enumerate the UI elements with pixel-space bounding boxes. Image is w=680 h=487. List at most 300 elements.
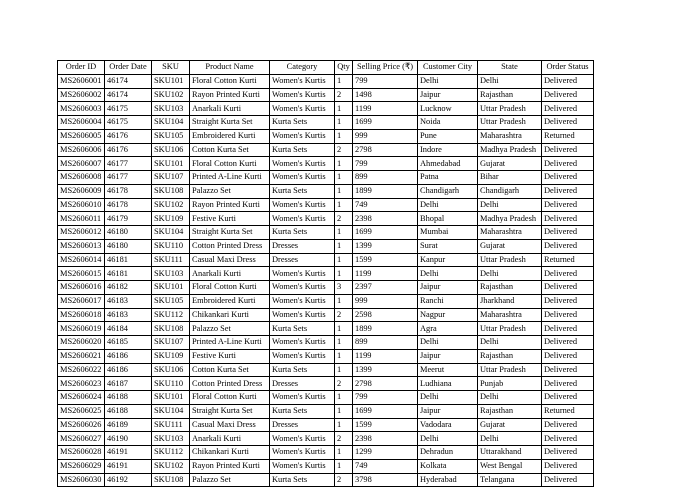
category-cell: Women's Kurtis xyxy=(270,212,335,226)
order-date-cell: 46186 xyxy=(105,363,152,377)
state-cell: Delhi xyxy=(478,267,542,281)
order-id-cell: MS2606013 xyxy=(58,239,105,253)
qty-cell: 2 xyxy=(335,212,353,226)
table-row xyxy=(58,363,594,377)
selling-price-cell: 1199 xyxy=(353,349,418,363)
customer-city-cell: Pune xyxy=(418,129,478,143)
order-status-cell: Delivered xyxy=(542,239,594,253)
category-cell: Kurta Sets xyxy=(270,473,335,487)
order-date-cell: 46176 xyxy=(105,143,152,157)
order-id-cell: MS2606024 xyxy=(58,391,105,405)
customer-city-cell: Delhi xyxy=(418,391,478,405)
selling-price-cell: 899 xyxy=(353,336,418,350)
table-row xyxy=(58,281,594,295)
customer-city-cell: Jaipur xyxy=(418,404,478,418)
order-date-cell: 46178 xyxy=(105,184,152,198)
category-cell: Women's Kurtis xyxy=(270,129,335,143)
sku-cell: SKU106 xyxy=(152,363,190,377)
qty-cell: 1 xyxy=(335,418,353,432)
table-row xyxy=(58,171,594,185)
qty-cell: 2 xyxy=(335,308,353,322)
selling-price-cell: 2798 xyxy=(353,143,418,157)
order-date-cell: 46188 xyxy=(105,391,152,405)
order-date-cell: 46177 xyxy=(105,171,152,185)
order-status-cell: Delivered xyxy=(542,308,594,322)
order-status-cell: Delivered xyxy=(542,157,594,171)
order-status-cell: Delivered xyxy=(542,184,594,198)
order-id-cell: MS2606020 xyxy=(58,336,105,350)
state-cell: Rajasthan xyxy=(478,404,542,418)
sku-cell: SKU108 xyxy=(152,473,190,487)
category-cell: Women's Kurtis xyxy=(270,308,335,322)
category-cell: Kurta Sets xyxy=(270,184,335,198)
product-name-header: Product Name xyxy=(190,61,270,75)
table-row xyxy=(58,74,594,88)
state-cell: West Bengal xyxy=(478,459,542,473)
customer-city-cell: Mumbai xyxy=(418,226,478,240)
selling-price-cell: 1699 xyxy=(353,116,418,130)
product-name-cell: Rayon Printed Kurti xyxy=(190,198,270,212)
category-cell: Kurta Sets xyxy=(270,116,335,130)
table-row xyxy=(58,226,594,240)
customer-city-cell: Noida xyxy=(418,116,478,130)
customer-city-cell: Agra xyxy=(418,322,478,336)
category-cell: Women's Kurtis xyxy=(270,349,335,363)
order-date-cell: 46181 xyxy=(105,267,152,281)
order-date-cell: 46185 xyxy=(105,336,152,350)
order-id-cell: MS2606015 xyxy=(58,267,105,281)
selling-price-cell: 1299 xyxy=(353,446,418,460)
product-name-cell: Embroidered Kurti xyxy=(190,129,270,143)
order-date-cell: 46192 xyxy=(105,473,152,487)
sku-cell: SKU103 xyxy=(152,102,190,116)
sku-cell: SKU111 xyxy=(152,253,190,267)
order-status-cell: Delivered xyxy=(542,267,594,281)
sku-header: SKU xyxy=(152,61,190,75)
customer-city-cell: Nagpur xyxy=(418,308,478,322)
table-row xyxy=(58,294,594,308)
state-cell: Rajasthan xyxy=(478,88,542,102)
order-status-cell: Delivered xyxy=(542,459,594,473)
sku-cell: SKU108 xyxy=(152,322,190,336)
order-status-cell: Delivered xyxy=(542,473,594,487)
order-status-cell: Delivered xyxy=(542,74,594,88)
sku-cell: SKU111 xyxy=(152,418,190,432)
customer-city-cell: Ahmedabad xyxy=(418,157,478,171)
table-row xyxy=(58,308,594,322)
order-date-cell: 46174 xyxy=(105,88,152,102)
sku-cell: SKU103 xyxy=(152,267,190,281)
table-row xyxy=(58,198,594,212)
qty-cell: 1 xyxy=(335,198,353,212)
category-cell: Women's Kurtis xyxy=(270,102,335,116)
order-status-cell: Delivered xyxy=(542,336,594,350)
qty-cell: 1 xyxy=(335,102,353,116)
selling-price-cell: 2398 xyxy=(353,212,418,226)
category-header: Category xyxy=(270,61,335,75)
state-cell: Uttar Pradesh xyxy=(478,253,542,267)
order-id-cell: MS2606021 xyxy=(58,349,105,363)
category-cell: Women's Kurtis xyxy=(270,281,335,295)
qty-cell: 2 xyxy=(335,473,353,487)
category-cell: Kurta Sets xyxy=(270,363,335,377)
selling-price-cell: 799 xyxy=(353,157,418,171)
sku-cell: SKU108 xyxy=(152,184,190,198)
order-id-cell: MS2606017 xyxy=(58,294,105,308)
qty-cell: 1 xyxy=(335,74,353,88)
order-id-cell: MS2606028 xyxy=(58,446,105,460)
selling-price-cell: 1399 xyxy=(353,363,418,377)
order-id-cell: MS2606009 xyxy=(58,184,105,198)
selling-price-cell: 1599 xyxy=(353,418,418,432)
customer-city-cell: Hyderabad xyxy=(418,473,478,487)
table-row xyxy=(58,129,594,143)
product-name-cell: Rayon Printed Kurti xyxy=(190,88,270,102)
order-status-cell: Delivered xyxy=(542,198,594,212)
state-cell: Uttar Pradesh xyxy=(478,102,542,116)
qty-cell: 1 xyxy=(335,294,353,308)
customer-city-cell: Patna xyxy=(418,171,478,185)
sku-cell: SKU112 xyxy=(152,308,190,322)
order-id-cell: MS2606027 xyxy=(58,432,105,446)
state-cell: Jharkhand xyxy=(478,294,542,308)
customer-city-cell: Dehradun xyxy=(418,446,478,460)
customer-city-cell: Jaipur xyxy=(418,88,478,102)
order-date-cell: 46180 xyxy=(105,239,152,253)
state-cell: Uttar Pradesh xyxy=(478,322,542,336)
table-row xyxy=(58,267,594,281)
state-cell: Uttar Pradesh xyxy=(478,363,542,377)
customer-city-cell: Delhi xyxy=(418,198,478,212)
table-row xyxy=(58,391,594,405)
qty-cell: 1 xyxy=(335,239,353,253)
table-header-row xyxy=(58,61,594,75)
table-row xyxy=(58,459,594,473)
order-date-cell: 46181 xyxy=(105,253,152,267)
product-name-cell: Palazzo Set xyxy=(190,322,270,336)
order-id-cell: MS2606001 xyxy=(58,74,105,88)
order-id-cell: MS2606022 xyxy=(58,363,105,377)
sku-cell: SKU110 xyxy=(152,377,190,391)
product-name-cell: Chikankari Kurti xyxy=(190,446,270,460)
order-date-cell: 46177 xyxy=(105,157,152,171)
product-name-cell: Floral Cotton Kurti xyxy=(190,281,270,295)
table-row xyxy=(58,473,594,487)
order-id-cell: MS2606016 xyxy=(58,281,105,295)
order-id-cell: MS2606011 xyxy=(58,212,105,226)
sku-cell: SKU101 xyxy=(152,281,190,295)
order-date-cell: 46175 xyxy=(105,102,152,116)
order-date-cell: 46191 xyxy=(105,459,152,473)
state-cell: Delhi xyxy=(478,432,542,446)
order-id-cell: MS2606018 xyxy=(58,308,105,322)
state-cell: Madhya Pradesh xyxy=(478,143,542,157)
category-cell: Women's Kurtis xyxy=(270,267,335,281)
product-name-cell: Palazzo Set xyxy=(190,473,270,487)
qty-cell: 2 xyxy=(335,432,353,446)
table-row xyxy=(58,432,594,446)
category-cell: Dresses xyxy=(270,418,335,432)
sku-cell: SKU106 xyxy=(152,143,190,157)
category-cell: Dresses xyxy=(270,377,335,391)
qty-cell: 1 xyxy=(335,391,353,405)
qty-cell: 1 xyxy=(335,404,353,418)
sku-cell: SKU109 xyxy=(152,349,190,363)
state-cell: Maharashtra xyxy=(478,308,542,322)
order-date-cell: 46174 xyxy=(105,74,152,88)
sku-cell: SKU110 xyxy=(152,239,190,253)
category-cell: Kurta Sets xyxy=(270,404,335,418)
customer-city-cell: Kolkata xyxy=(418,459,478,473)
sku-cell: SKU104 xyxy=(152,116,190,130)
qty-cell: 1 xyxy=(335,336,353,350)
state-cell: Uttarakhand xyxy=(478,446,542,460)
order-id-cell: MS2606030 xyxy=(58,473,105,487)
customer-city-cell: Vadodara xyxy=(418,418,478,432)
selling-price-cell: 749 xyxy=(353,459,418,473)
order-id-cell: MS2606023 xyxy=(58,377,105,391)
selling-price-cell: 1199 xyxy=(353,267,418,281)
selling-price-cell: 799 xyxy=(353,391,418,405)
table-row xyxy=(58,336,594,350)
qty-cell: 3 xyxy=(335,281,353,295)
customer-city-cell: Jaipur xyxy=(418,281,478,295)
order-status-cell: Delivered xyxy=(542,226,594,240)
order-date-cell: 46176 xyxy=(105,129,152,143)
table-row xyxy=(58,418,594,432)
order-id-cell: MS2606019 xyxy=(58,322,105,336)
customer-city-cell: Delhi xyxy=(418,336,478,350)
product-name-cell: Straight Kurta Set xyxy=(190,404,270,418)
qty-cell: 1 xyxy=(335,253,353,267)
qty-cell: 1 xyxy=(335,226,353,240)
product-name-cell: Floral Cotton Kurti xyxy=(190,391,270,405)
order-status-cell: Delivered xyxy=(542,143,594,157)
product-name-cell: Printed A-Line Kurti xyxy=(190,336,270,350)
selling-price-cell: 3798 xyxy=(353,473,418,487)
order-id-cell: MS2606008 xyxy=(58,171,105,185)
order-id-cell: MS2606005 xyxy=(58,129,105,143)
sku-cell: SKU101 xyxy=(152,157,190,171)
state-cell: Punjab xyxy=(478,377,542,391)
selling-price-cell: 1399 xyxy=(353,239,418,253)
qty-cell: 1 xyxy=(335,116,353,130)
product-name-cell: Festive Kurti xyxy=(190,349,270,363)
category-cell: Women's Kurtis xyxy=(270,336,335,350)
order-date-cell: 46183 xyxy=(105,294,152,308)
product-name-cell: Festive Kurti xyxy=(190,212,270,226)
selling-price-cell: 2798 xyxy=(353,377,418,391)
qty-cell: 2 xyxy=(335,143,353,157)
category-cell: Kurta Sets xyxy=(270,322,335,336)
table-row xyxy=(58,446,594,460)
table-row xyxy=(58,404,594,418)
qty-header: Qty xyxy=(335,61,353,75)
table-row xyxy=(58,116,594,130)
customer-city-cell: Lucknow xyxy=(418,102,478,116)
state-cell: Gujarat xyxy=(478,157,542,171)
order-status-cell: Returned xyxy=(542,404,594,418)
order-id-cell: MS2606025 xyxy=(58,404,105,418)
order-date-cell: 46180 xyxy=(105,226,152,240)
sku-cell: SKU102 xyxy=(152,459,190,473)
category-cell: Women's Kurtis xyxy=(270,391,335,405)
product-name-cell: Cotton Kurta Set xyxy=(190,363,270,377)
order-date-cell: 46190 xyxy=(105,432,152,446)
state-cell: Uttar Pradesh xyxy=(478,116,542,130)
product-name-cell: Floral Cotton Kurti xyxy=(190,157,270,171)
table-row xyxy=(58,212,594,226)
state-header: State xyxy=(478,61,542,75)
category-cell: Women's Kurtis xyxy=(270,157,335,171)
table-row xyxy=(58,184,594,198)
state-cell: Gujarat xyxy=(478,239,542,253)
order-status-cell: Returned xyxy=(542,129,594,143)
state-cell: Delhi xyxy=(478,198,542,212)
sku-cell: SKU103 xyxy=(152,432,190,446)
order-status-cell: Returned xyxy=(542,253,594,267)
order-id-cell: MS2606014 xyxy=(58,253,105,267)
state-cell: Delhi xyxy=(478,74,542,88)
category-cell: Women's Kurtis xyxy=(270,459,335,473)
sku-cell: SKU109 xyxy=(152,212,190,226)
sku-cell: SKU101 xyxy=(152,74,190,88)
qty-cell: 1 xyxy=(335,349,353,363)
customer-city-cell: Indore xyxy=(418,143,478,157)
selling-price-cell: 2598 xyxy=(353,308,418,322)
qty-cell: 1 xyxy=(335,171,353,185)
sku-cell: SKU105 xyxy=(152,294,190,308)
customer-city-header: Customer City xyxy=(418,61,478,75)
sku-cell: SKU107 xyxy=(152,171,190,185)
order-date-header: Order Date xyxy=(105,61,152,75)
state-cell: Rajasthan xyxy=(478,281,542,295)
order-status-cell: Delivered xyxy=(542,171,594,185)
selling-price-cell: 1199 xyxy=(353,102,418,116)
qty-cell: 1 xyxy=(335,157,353,171)
sku-cell: SKU102 xyxy=(152,88,190,102)
state-cell: Telangana xyxy=(478,473,542,487)
order-date-cell: 46179 xyxy=(105,212,152,226)
order-id-cell: MS2606010 xyxy=(58,198,105,212)
order-id-cell: MS2606006 xyxy=(58,143,105,157)
orders-table xyxy=(57,60,594,487)
order-id-cell: MS2606003 xyxy=(58,102,105,116)
table-row xyxy=(58,88,594,102)
order-status-cell: Delivered xyxy=(542,102,594,116)
sku-cell: SKU104 xyxy=(152,404,190,418)
customer-city-cell: Meerut xyxy=(418,363,478,377)
qty-cell: 1 xyxy=(335,322,353,336)
category-cell: Women's Kurtis xyxy=(270,198,335,212)
order-status-cell: Delivered xyxy=(542,212,594,226)
product-name-cell: Cotton Kurta Set xyxy=(190,143,270,157)
category-cell: Dresses xyxy=(270,239,335,253)
product-name-cell: Casual Maxi Dress xyxy=(190,253,270,267)
state-cell: Maharashtra xyxy=(478,129,542,143)
selling-price-cell: 999 xyxy=(353,294,418,308)
state-cell: Gujarat xyxy=(478,418,542,432)
product-name-cell: Cotton Printed Dress xyxy=(190,377,270,391)
order-id-cell: MS2606012 xyxy=(58,226,105,240)
order-status-cell: Delivered xyxy=(542,349,594,363)
qty-cell: 1 xyxy=(335,446,353,460)
state-cell: Delhi xyxy=(478,391,542,405)
product-name-cell: Floral Cotton Kurti xyxy=(190,74,270,88)
order-status-cell: Delivered xyxy=(542,322,594,336)
product-name-cell: Cotton Printed Dress xyxy=(190,239,270,253)
table-row xyxy=(58,157,594,171)
order-status-header: Order Status xyxy=(542,61,594,75)
order-date-cell: 46184 xyxy=(105,322,152,336)
product-name-cell: Printed A-Line Kurti xyxy=(190,171,270,185)
state-cell: Madhya Pradesh xyxy=(478,212,542,226)
selling-price-cell: 1599 xyxy=(353,253,418,267)
order-date-cell: 46182 xyxy=(105,281,152,295)
qty-cell: 1 xyxy=(335,363,353,377)
state-cell: Bihar xyxy=(478,171,542,185)
table-row xyxy=(58,253,594,267)
category-cell: Kurta Sets xyxy=(270,143,335,157)
selling-price-cell: 2397 xyxy=(353,281,418,295)
table-row xyxy=(58,239,594,253)
order-status-cell: Delivered xyxy=(542,418,594,432)
order-date-cell: 46191 xyxy=(105,446,152,460)
order-id-cell: MS2606002 xyxy=(58,88,105,102)
order-id-cell: MS2606004 xyxy=(58,116,105,130)
state-cell: Maharashtra xyxy=(478,226,542,240)
category-cell: Women's Kurtis xyxy=(270,294,335,308)
order-status-cell: Delivered xyxy=(542,432,594,446)
order-id-cell: MS2606026 xyxy=(58,418,105,432)
customer-city-cell: Delhi xyxy=(418,267,478,281)
sku-cell: SKU102 xyxy=(152,198,190,212)
selling-price-cell: 999 xyxy=(353,129,418,143)
selling-price-cell: 2398 xyxy=(353,432,418,446)
qty-cell: 1 xyxy=(335,129,353,143)
order-id-header: Order ID xyxy=(58,61,105,75)
customer-city-cell: Ludhiana xyxy=(418,377,478,391)
table-body xyxy=(58,74,594,487)
category-cell: Kurta Sets xyxy=(270,226,335,240)
category-cell: Women's Kurtis xyxy=(270,74,335,88)
sku-cell: SKU105 xyxy=(152,129,190,143)
order-date-cell: 46175 xyxy=(105,116,152,130)
selling-price-cell: 899 xyxy=(353,171,418,185)
selling-price-cell: 749 xyxy=(353,198,418,212)
selling-price-cell: 1899 xyxy=(353,322,418,336)
table-row xyxy=(58,143,594,157)
order-date-cell: 46186 xyxy=(105,349,152,363)
product-name-cell: Anarkali Kurti xyxy=(190,432,270,446)
order-status-cell: Delivered xyxy=(542,391,594,405)
order-date-cell: 46189 xyxy=(105,418,152,432)
selling-price-header: Selling Price (₹) xyxy=(353,61,418,75)
qty-cell: 1 xyxy=(335,267,353,281)
order-date-cell: 46178 xyxy=(105,198,152,212)
selling-price-cell: 799 xyxy=(353,74,418,88)
table-row xyxy=(58,377,594,391)
category-cell: Women's Kurtis xyxy=(270,88,335,102)
customer-city-cell: Jaipur xyxy=(418,349,478,363)
order-status-cell: Delivered xyxy=(542,116,594,130)
sku-cell: SKU107 xyxy=(152,336,190,350)
order-date-cell: 46188 xyxy=(105,404,152,418)
order-status-cell: Delivered xyxy=(542,446,594,460)
customer-city-cell: Ranchi xyxy=(418,294,478,308)
category-cell: Women's Kurtis xyxy=(270,446,335,460)
sku-cell: SKU112 xyxy=(152,446,190,460)
